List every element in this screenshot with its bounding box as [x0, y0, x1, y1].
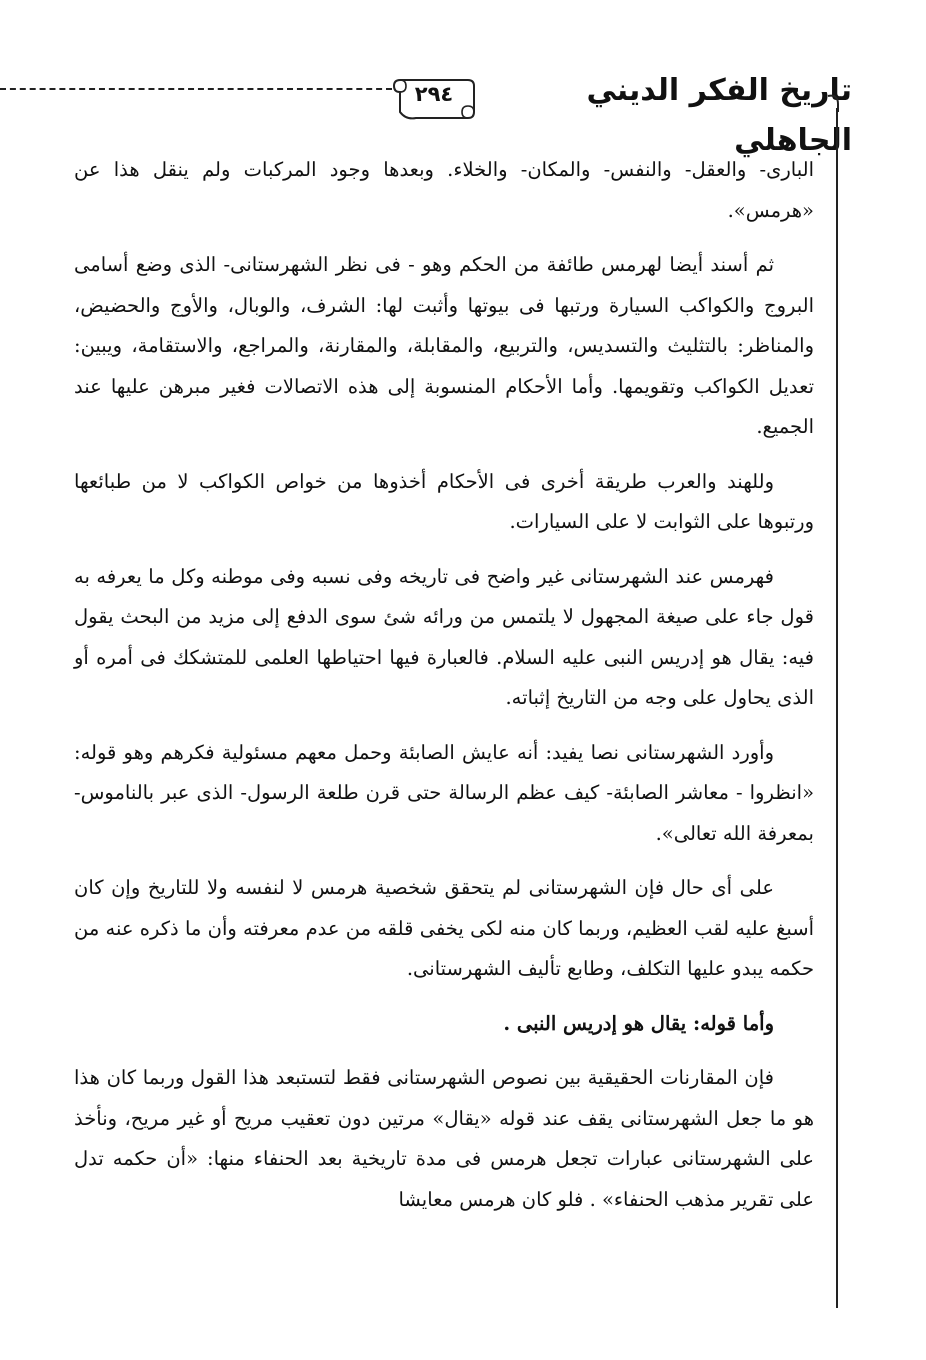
page-number-scroll [392, 72, 476, 124]
paragraph-2: ثم أسند أيضا لهرمس طائفة من الحكم وهو - فى نظر الشهرستانى- الذى وضع أسامى البروج والكواكب السيارة ورتبها فى بيوتها وأثبت لها: الشرف، والوبال، والأوج والحضيض، والمناظر: بالتثليث والتسديس، والتربيع، والمقابلة، والمقارنة، والمراجع، والاستقامة، ويبين: تعديل الكواكب وتقويمها. وأما الأحكام المنسوبة إلى هذه الاتصالات فغير مبرهن عليها عند الجميع. [74, 253, 814, 438]
page-number: ٢٩٤ [414, 82, 454, 106]
paragraph-1: البارى- والعقل- والنفس- والمكان- والخلاء. وبعدها وجود المركبات ولم ينقل هذا عن «هرمس». [74, 158, 814, 222]
right-frame-rule [836, 108, 838, 1308]
paragraph-7: وأما قوله: يقال هو إدريس النبى . [503, 1011, 774, 1035]
running-header-title: تاريخ الفكر الديني الجاهلي [586, 73, 852, 158]
header-dashed-rule [0, 88, 392, 90]
paragraph-3: وللهند والعرب طريقة أخرى فى الأحكام أخذوها من خواص الكواكب لا من طبائعها ورتبوها على الثوابت لا على السيارات. [74, 469, 814, 533]
paragraph-5: وأورد الشهرستانى نصا يفيد: أنه عايش الصابئة وحمل معهم مسئولية فكرهم وهو قوله: «انظروا - معاشر الصابئة- كيف عظم الرسالة حتى قرن طلعة الرسول- الذى عبر بالناموس- بمعرفة الله تعالى». [74, 740, 814, 845]
paragraph-6: على أى حال فإن الشهرستانى لم يتحقق شخصية هرمس لا لنفسه ولا للتاريخ وإن كان أسبغ عليه لقب العظيم، وربما كان منه لكى يخفى قلقه من عدم معرفته وأن ما ذكره عنه من حكمه يبدو عليها التكلف، وطابع تأليف الشهرستانى. [74, 876, 814, 980]
body-text [74, 150, 814, 1234]
paragraph-4: فهرمس عند الشهرستانى غير واضح فى تاريخه وفى نسبه وفى موطنه وكل ما يعرفه به قول جاء على صيغة المجهول لا يلتمس من ورائه شئ سوى الدفع إلى مزيد من البحث يقول فيه: يقال هو إدريس النبى عليه السلام. فالعبارة فيها احتياطها العلمى للمتشكك فى أمره أو الذى يحاول على وجه من التاريخ إثباته. [74, 564, 814, 709]
paragraph-8: فإن المقارنات الحقيقية بين نصوص الشهرستانى فقط لتستبعد هذا القول وربما كان هذا هو ما جعل الشهرستانى يقف عند قوله «يقال» مرتين دون تعقيب مريح أو غير مريح، ونأخذ على الشهرستانى عبارات تجعل هرمس فى مدة تاريخية بعد الحنفاء منها: «أن حكمه تدل على تقرير مذهب الحنفاء» . فلو كان هرمس معايشا [74, 1066, 814, 1211]
